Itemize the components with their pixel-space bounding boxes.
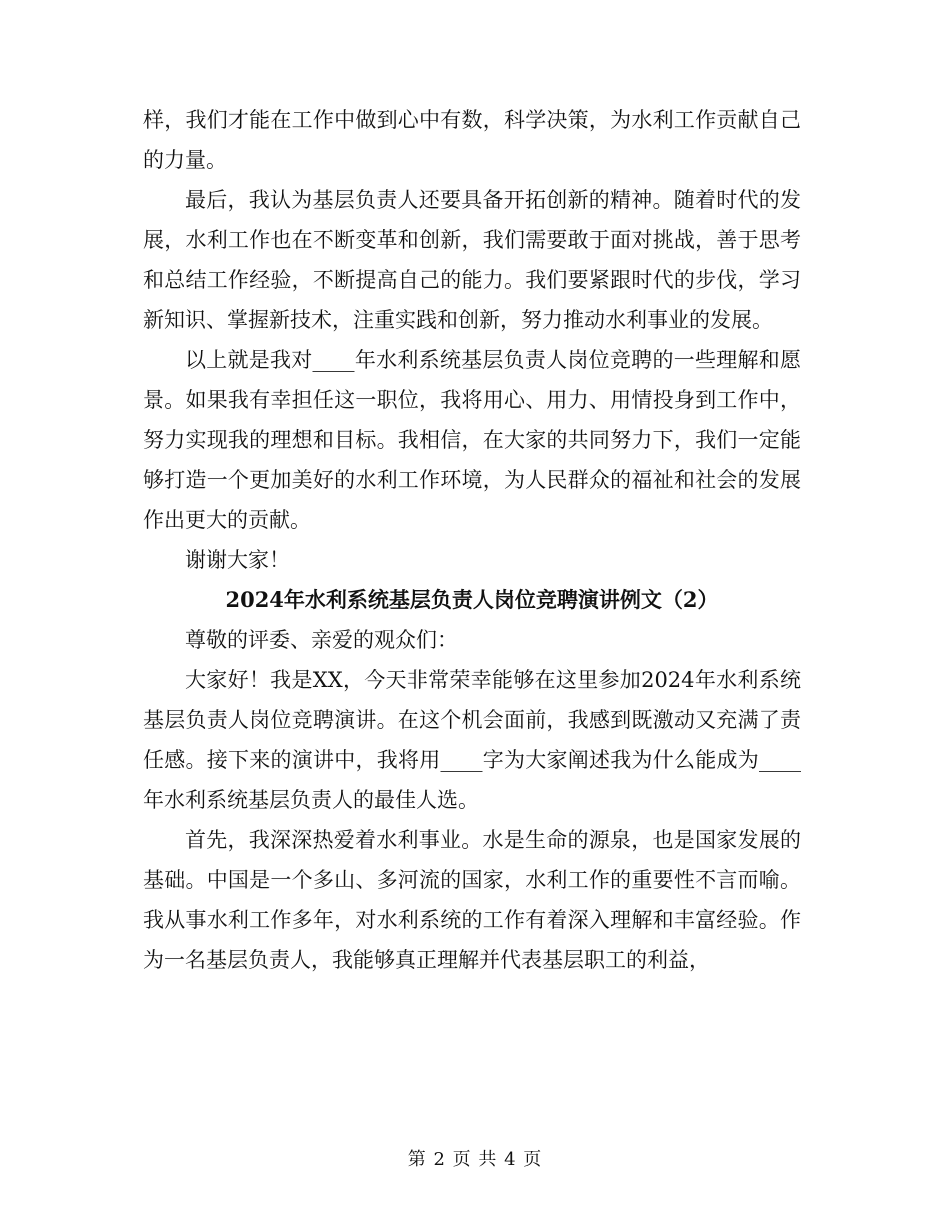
paragraph-thanks: 谢谢大家！ [185, 548, 290, 572]
paragraph-innovation: 最后，我认为基层负责人还要具备开拓创新的精神。随着时代的发展，水利工作也在不断变革和创新，我们需要敢于面对挑战，善于思考和总结工作经验，不断提高自己的能力。我们要紧跟时代的步伐，学习新知识、掌握新技术，注重实践和创新，努力推动水利事业的发展。 [143, 188, 801, 332]
paragraph-first-point: 首先，我深深热爱着水利事业。水是生命的源泉，也是国家发展的基础。中国是一个多山、多河流的国家，水利工作的重要性不言而喻。我从事水利工作多年，对水利系统的工作有着深入理解和丰富经验。作为一名基层负责人，我能够真正理解并代表基层职工的利益， [143, 828, 801, 972]
paragraph-conclusion: 以上就是我对____年水利系统基层负责人岗位竞聘的一些理解和愿景。如果我有幸担任这一职位，我将用心、用力、用情投身到工作中，努力实现我的理想和目标。我相信，在大家的共同努力下，我们一定能够打造一个更加美好的水利工作环境，为人民群众的福祉和社会的发展作出更大的贡献。 [143, 348, 801, 532]
document-body [143, 100, 801, 980]
page-number-footer: 第 2 页 共 4 页 [407, 1149, 543, 1170]
section-heading: 2024年水利系统基层负责人岗位竞聘演讲例文（2） [225, 587, 719, 612]
paragraph-continuation: 样，我们才能在工作中做到心中有数，科学决策，为水利工作贡献自己的力量。 [143, 108, 801, 172]
paragraph-greeting: 尊敬的评委、亲爱的观众们： [185, 628, 458, 652]
paragraph-introduction: 大家好！我是XX，今天非常荣幸能够在这里参加2024年水利系统基层负责人岗位竞聘演讲。在这个机会面前，我感到既激动又充满了责任感。接下来的演讲中，我将用____字为大家阐述我为什么能成为____年水利系统基层负责人的最佳人选。 [143, 668, 801, 812]
